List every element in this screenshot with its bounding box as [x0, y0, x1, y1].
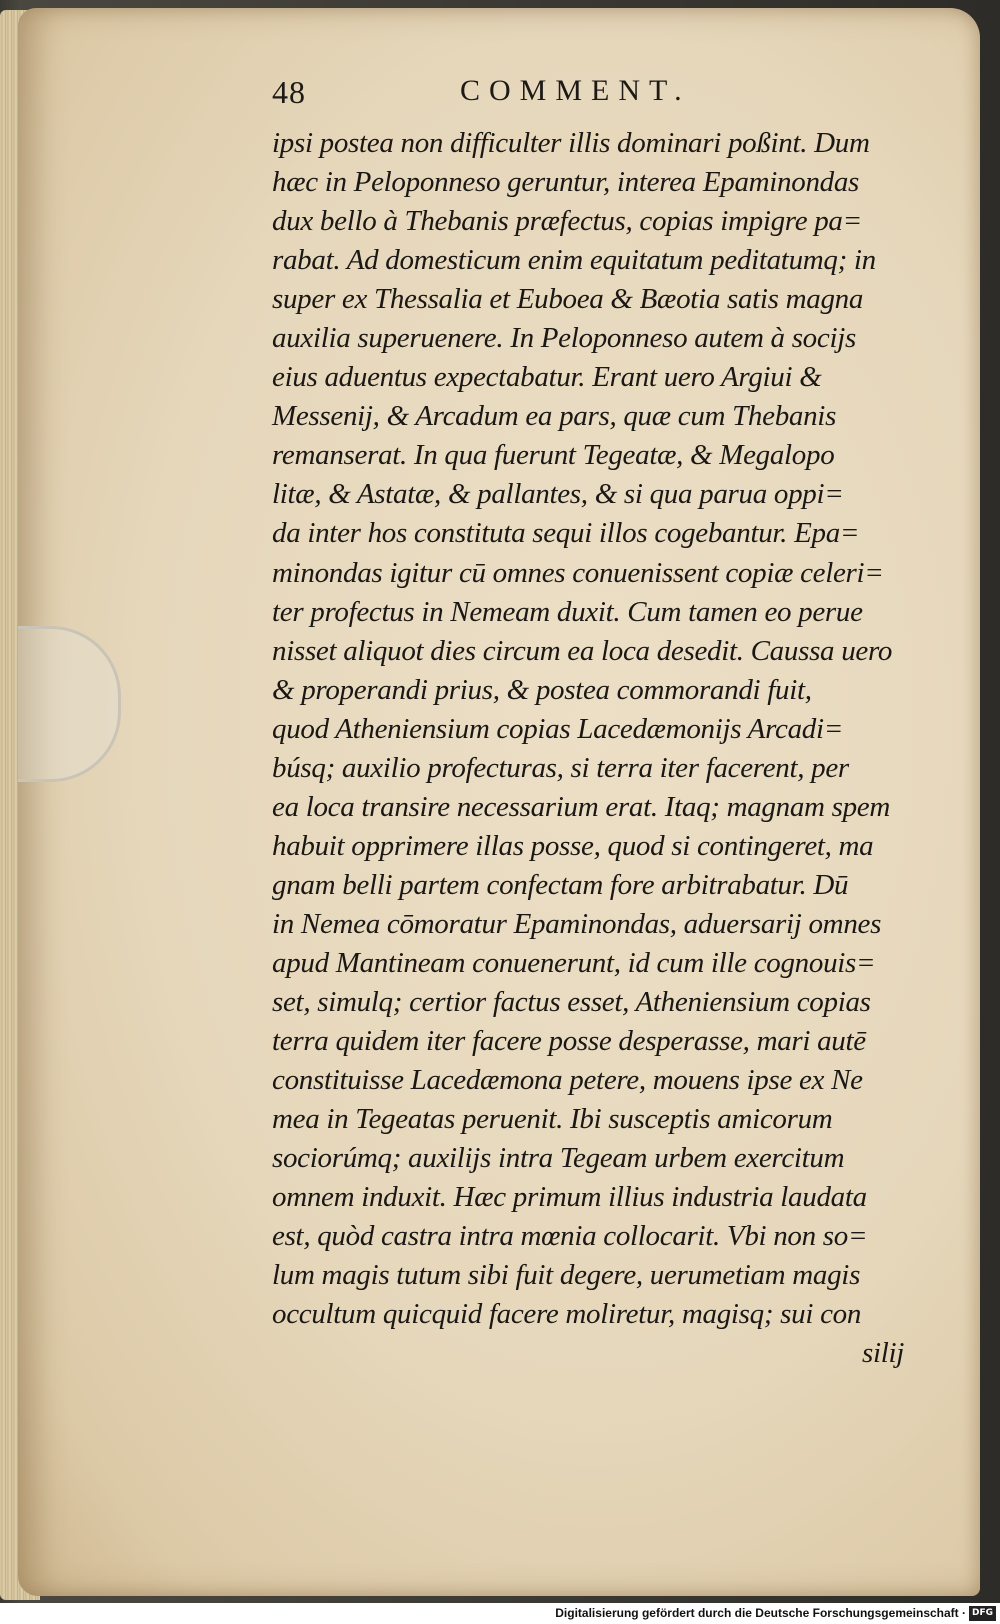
text-line: in Nemea cōmoratur Epaminondas, aduersarij omnes: [272, 907, 882, 940]
digitization-footer: [0, 1603, 1000, 1624]
text-line: rabat. Ad domesticum enim equitatum peditatumq; in: [272, 244, 876, 277]
text-line: & properandi prius, & postea commorandi fuit,: [272, 673, 812, 706]
page-number: 48: [272, 74, 306, 110]
catchword: silij: [862, 1337, 905, 1370]
text-line: occultum quicquid facere moliretur, magisq; sui con: [272, 1298, 862, 1331]
text-line: eius aduentus expectabatur. Erant uero Argiui &: [272, 361, 822, 394]
text-line: auxilia superuenere. In Peloponneso autem à socijs: [272, 322, 856, 355]
text-line: ipsi postea non difficulter illis dominari poßint. Dum: [272, 127, 870, 159]
text-line: Messenij, & Arcadum ea pars, quæ cum Thebanis: [272, 400, 837, 433]
text-line: terra quidem iter facere posse desperasse, mari autē: [272, 1025, 866, 1058]
text-line: quod Atheniensium copias Lacedæmonijs Arcadi=: [272, 712, 844, 745]
body-text: [272, 124, 932, 1374]
text-line: super ex Thessalia et Euboea & Bæotia satis magna: [272, 283, 864, 316]
text-line: omnem induxit. Hæc primum illius industria laudata: [272, 1181, 867, 1214]
page-clip: [18, 626, 121, 782]
text-line: minondas igitur cū omnes conuenissent copiæ celeri=: [272, 556, 884, 589]
text-line: est, quòd castra intra mœnia collocarit. Vbi non so=: [272, 1220, 868, 1253]
text-line: remanserat. In qua fuerunt Tegeatæ, & Megalopo: [272, 439, 835, 472]
text-line: sociorúmq; auxilijs intra Tegeam urbem exercitum: [272, 1142, 845, 1175]
text-line: lum magis tutum sibi fuit degere, uerumetiam magis: [272, 1259, 861, 1292]
text-line: gnam belli partem confectam fore arbitrabatur. Dū: [272, 868, 849, 901]
running-head: COMMENT.: [460, 74, 691, 107]
text-line: apud Mantineam conuenerunt, id cum ille cognouis=: [272, 946, 876, 979]
text-line: constituisse Lacedæmona petere, mouens ipse ex Ne: [272, 1064, 863, 1097]
footer-credit: Digitalisierung gefördert durch die Deutsche Forschungsgemeinschaft ·: [555, 1606, 966, 1620]
text-line: nisset aliquot dies circum ea loca desedit. Caussa uero: [272, 634, 893, 667]
text-line: dux bello à Thebanis præfectus, copias impigre pa=: [272, 205, 862, 238]
text-line: litæ, & Astatæ, & pallantes, & si qua parua oppi=: [272, 478, 844, 511]
text-line: búsq; auxilio profecturas, si terra iter facerent, per: [272, 751, 849, 784]
text-line: ter profectus in Nemeam duxit. Cum tamen eo perue: [272, 595, 863, 628]
text-line: set, simulq; certior factus esset, Atheniensium copias: [272, 986, 871, 1019]
text-line: habuit opprimere illas posse, quod si contingeret, ma: [272, 829, 874, 862]
text-line: ea loca transire necessarium erat. Itaq; magnam spem: [272, 790, 891, 823]
dfg-logo: DFG: [969, 1606, 996, 1621]
text-line: hæc in Peloponneso geruntur, interea Epaminondas: [272, 166, 860, 199]
page-header: [272, 74, 952, 118]
text-line: mea in Tegeatas peruenit. Ibi susceptis amicorum: [272, 1103, 833, 1136]
text-line: da inter hos constituta sequi illos cogebantur. Epa=: [272, 517, 860, 550]
